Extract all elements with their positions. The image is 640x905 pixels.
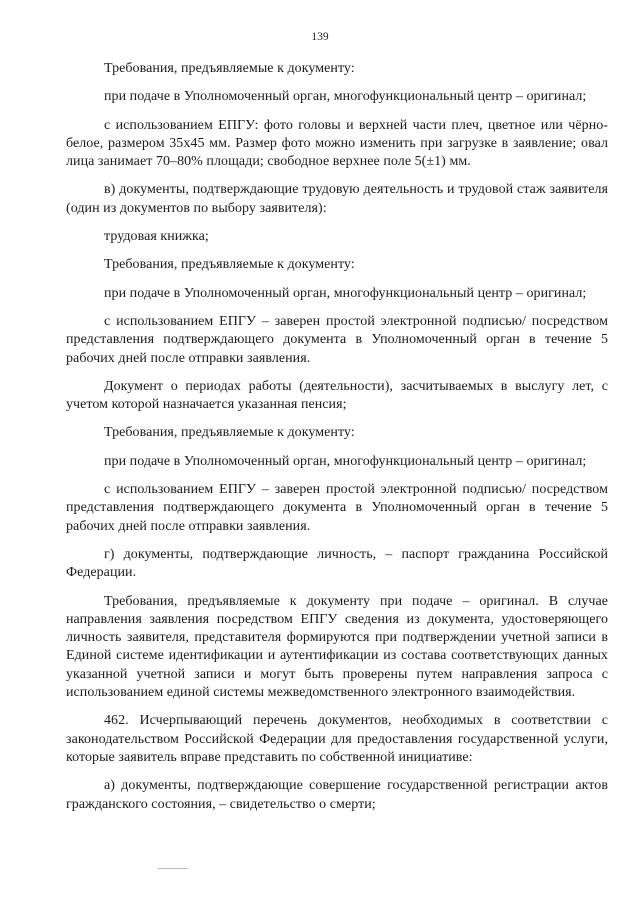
paragraph-submission-original-3: при подаче в Уполномоченный орган, многофункциональный центр – оригинал; (104, 453, 587, 469)
paragraph-requirements-1: Требования, предъявляемые к документу: (104, 61, 355, 76)
paragraph-work-periods: Документ о периодах работы (деятельности), засчитываемых в выслугу лет, с учетом которой назначается указанная пенсия; (66, 378, 608, 413)
scan-artifact-line (158, 868, 188, 869)
paragraph-item-a-death-certificate: а) документы, подтверждающие совершение государственной регистрации актов гражданского состояния, – свидетельство о смерти; (66, 778, 608, 812)
document-body (66, 60, 608, 824)
paragraph-submission-original-1: при подаче в Уполномоченный орган, многофункциональный центр – оригинал; (104, 89, 587, 105)
paragraph-epgu-signature-2: с использованием ЕПГУ – заверен простой электронной подписью/ посредством представления подтверждающего документа в Уполномоченный орган в течение 5 рабочих дней после отправки заявления. (66, 482, 608, 534)
paragraph-item-g-identity: г) документы, подтверждающие личность, – паспорт гражданина Российской Федерации. (66, 546, 608, 581)
paragraph-item-v-labor: в) документы, подтверждающие трудовую деятельность и трудовой стаж заявителя (один из документов по выбору заявителя): (66, 182, 608, 216)
paragraph-submission-original-2: при подаче в Уполномоченный орган, многофункциональный центр – оригинал; (104, 285, 587, 301)
paragraph-epgu-signature-1: с использованием ЕПГУ – заверен простой электронной подписью/ посредством представления подтверждающего документа в Уполномоченный орган в течение 5 рабочих дней после отправки заявления. (66, 313, 608, 366)
paragraph-requirements-2: Требования, предъявляемые к документу: (104, 257, 355, 273)
paragraph-462-exhaustive-list: 462. Исчерпывающий перечень документов, необходимых в соответствии с законодательством Российской Федерации для предоставления государственной услуги, которые заявитель вправе представить по собственной инициативе: (66, 713, 608, 765)
paragraph-identity-requirements: Требования, предъявляемые к документу при подаче – оригинал. В случае направления заявления посредством ЕПГУ сведения из документа, удостоверяющего личность заявителя, представителя формируются при подтверждении учетной записи в Единой системе идентификации и аутентификации из состава соответствующих данных указанной учетной записи и могут быть проверены путем направления запроса с использованием единой системы межведомственного электронного взаимодействия. (66, 593, 608, 701)
page-number: 139 (311, 31, 329, 43)
paragraph-labor-book: трудовая книжка; (104, 229, 209, 245)
paragraph-epgu-photo: с использованием ЕПГУ: фото головы и верхней части плеч, цветное или чёрно-белое, размером 35х45 мм. Размер фото можно изменить при загрузке в заявление; овал лица занимает 70–80% площади; свободное верхнее поле 5(±1) мм. (66, 117, 608, 170)
paragraph-requirements-3: Требования, предъявляемые к документу: (104, 425, 355, 441)
